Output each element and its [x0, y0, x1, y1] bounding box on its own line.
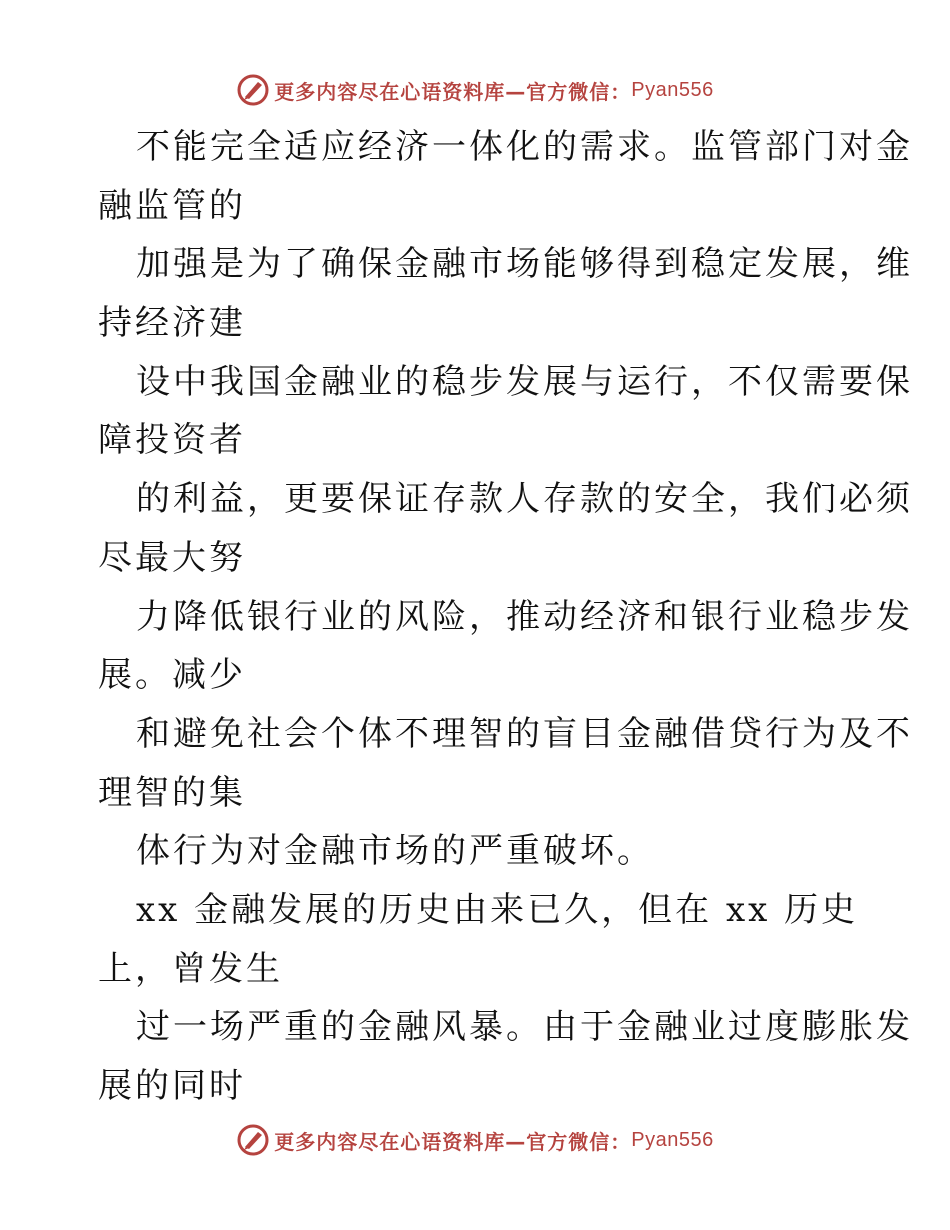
footer-wechat-id: Pyan556	[631, 1128, 714, 1151]
text-line: 过一场严重的金融风暴。由于金融业过度膨胀发	[136, 1007, 913, 1048]
text-line: 设中我国金融业的稳步发展与运行，不仅需要保	[136, 361, 913, 402]
text-line: 持经济建	[98, 303, 246, 344]
text-line: 上，曾发生	[98, 948, 283, 989]
text-line: 融监管的	[98, 185, 246, 226]
text-line: 障投资者	[98, 420, 246, 461]
text-line: 的利益，更要保证存款人存款的安全，我们必须	[136, 479, 913, 520]
document-body	[98, 118, 913, 1116]
page-footer-banner	[0, 1120, 950, 1160]
text-line: 不能完全适应经济一体化的需求。监管部门对金	[136, 127, 913, 167]
text-line: 加强是为了确保金融市场能够得到稳定发展，维	[136, 244, 913, 285]
text-line: 理智的集	[98, 772, 246, 813]
text-line: xx 金融发展的历史由来已久，但在 xx 历史	[136, 889, 859, 930]
text-line: 尽最大努	[98, 537, 246, 578]
header-wechat-id: Pyan556	[631, 78, 714, 101]
quill-pen-logo-icon	[236, 73, 270, 107]
text-line: 体行为对金融市场的严重破坏。	[136, 831, 654, 872]
quill-pen-logo-icon	[236, 1123, 270, 1157]
header-banner-text: 更多内容尽在心语资料库—官方微信：	[274, 79, 632, 104]
page-header-banner	[0, 70, 950, 110]
text-line: 展的同时	[98, 1066, 246, 1106]
text-line: 力降低银行业的风险，推动经济和银行业稳步发	[136, 596, 913, 637]
footer-banner-text: 更多内容尽在心语资料库—官方微信：	[274, 1129, 632, 1154]
text-line: 和避免社会个体不理智的盲目金融借贷行为及不	[136, 713, 913, 754]
text-line: 展。减少	[98, 655, 246, 696]
